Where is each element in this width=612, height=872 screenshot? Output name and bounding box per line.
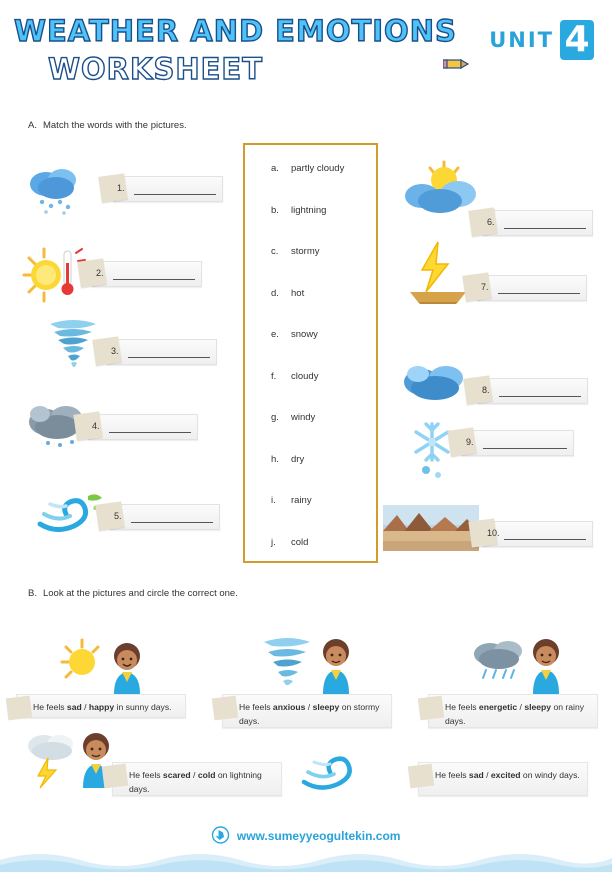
answer-line <box>128 357 210 358</box>
word-bank-list <box>245 145 376 574</box>
section-a-instruction: Match the words with the pictures. <box>42 120 187 131</box>
title-line-1: WEATHER AND EMOTIONS <box>14 14 457 48</box>
tornado-boy-icon <box>258 634 368 696</box>
word-bank-letter: a. <box>271 163 279 174</box>
section-a-letter: A. <box>28 120 37 131</box>
word-bank-word: rainy <box>291 495 312 506</box>
tape-tag <box>6 696 33 721</box>
blue-cloud-icon <box>398 360 472 406</box>
rain-cloud-icon <box>24 160 86 218</box>
answer-number: 1. <box>117 183 125 193</box>
circle-sentence-3[interactable] <box>428 694 598 728</box>
word-bank-item[interactable] <box>245 242 376 284</box>
word-bank-letter: b. <box>271 204 279 216</box>
answer-blank-6[interactable] <box>483 210 593 236</box>
answer-blank-8[interactable] <box>478 378 588 404</box>
word-bank-word: dry <box>291 453 305 465</box>
circle-sentence-5[interactable] <box>418 762 588 796</box>
dry-desert-icon <box>383 505 479 551</box>
word-bank-letter: e. <box>271 329 279 340</box>
answer-number: 2. <box>96 268 104 278</box>
answer-blank-3[interactable] <box>107 339 217 365</box>
circle-sentence-5-text: He feels sad / excited on windy days. <box>435 770 580 780</box>
circle-sentence-4[interactable] <box>112 762 282 796</box>
answer-number: 8. <box>482 385 490 395</box>
word-bank-letter: g. <box>271 412 279 423</box>
word-bank-word: lightning <box>291 204 327 216</box>
tape-tag <box>418 696 445 721</box>
answer-number: 3. <box>111 346 119 356</box>
word-bank-letter: f. <box>271 370 277 382</box>
section-a-heading <box>28 120 187 131</box>
unit-label: UNIT <box>489 28 554 52</box>
word-bank-word: hot <box>291 287 305 299</box>
answer-blank-10[interactable] <box>483 521 593 547</box>
pencil-icon <box>443 54 469 74</box>
section-b-instruction: Look at the pictures and circle the correct one. <box>42 588 238 599</box>
section-b-heading <box>28 588 238 599</box>
answer-number: 4. <box>92 421 100 431</box>
wind-boy-icon <box>300 750 410 800</box>
word-bank-word: partly cloudy <box>291 163 345 174</box>
sun-thermometer-icon <box>18 245 88 307</box>
answer-blank-5[interactable] <box>110 504 220 530</box>
answer-number: 7. <box>481 282 489 292</box>
circle-sentence-2-text: He feels anxious / sleepy on stormy days. <box>239 702 380 726</box>
circle-item-3-image <box>468 634 578 701</box>
circle-sentence-4-text: He feels scared / cold on lightning days. <box>129 770 262 794</box>
footer-url-text: www.sumeyyeogultekin.com <box>236 829 401 843</box>
answer-line <box>483 448 567 449</box>
answer-line <box>504 539 586 540</box>
circle-sentence-1-text: He feels sad / happy in sunny days. <box>33 702 172 712</box>
word-bank-item[interactable] <box>245 408 376 450</box>
sun-boy-icon <box>52 638 162 696</box>
unit-number: 4 <box>560 20 594 60</box>
sun-behind-cloud-icon <box>400 160 486 216</box>
rain-cloud-boy-icon <box>468 634 578 696</box>
word-bank-word: cloudy <box>291 370 319 382</box>
tape-tag <box>212 696 239 721</box>
circle-sentence-3-text: He feels energetic / sleepy on rainy days. <box>445 702 585 726</box>
answer-line <box>498 293 580 294</box>
word-bank-item[interactable] <box>245 533 376 575</box>
tape-tag <box>408 764 435 789</box>
answer-line <box>113 279 195 280</box>
word-bank-item[interactable] <box>245 491 376 533</box>
word-bank-word: stormy <box>291 246 320 257</box>
word-bank-item[interactable] <box>245 325 376 367</box>
section-b-letter: B. <box>28 588 37 599</box>
tape-tag <box>102 764 129 789</box>
title-line-2-text: WORKSHEET <box>48 52 264 86</box>
word-bank-letter: c. <box>271 246 279 257</box>
circle-sentence-2[interactable] <box>222 694 392 728</box>
answer-blank-2[interactable] <box>92 261 202 287</box>
answer-line <box>109 432 191 433</box>
circle-item-5-image <box>300 750 410 805</box>
title-line-2 <box>48 52 457 86</box>
word-bank-item[interactable] <box>245 159 376 201</box>
answer-blank-4[interactable] <box>88 414 198 440</box>
answer-number: 10. <box>487 528 500 538</box>
footer-link[interactable] <box>212 826 401 844</box>
answer-blank-1[interactable] <box>113 176 223 202</box>
word-bank-item[interactable] <box>245 201 376 243</box>
word-bank-word: cold <box>291 536 309 548</box>
section-b-panel <box>0 620 612 820</box>
answer-line <box>131 522 213 523</box>
answer-line <box>499 396 581 397</box>
word-bank-letter: h. <box>271 453 279 465</box>
circle-item-2-image <box>258 634 368 701</box>
answer-blank-9[interactable] <box>462 430 574 456</box>
answer-number: 9. <box>466 437 474 447</box>
answer-number: 5. <box>114 511 122 521</box>
circle-sentence-1[interactable] <box>16 694 186 718</box>
answer-line <box>134 194 216 195</box>
page-header <box>0 0 612 100</box>
circle-item-1-image <box>52 638 162 701</box>
worksheet-title <box>14 14 457 86</box>
answer-blank-7[interactable] <box>477 275 587 301</box>
word-bank-item[interactable] <box>245 367 376 409</box>
answer-line <box>504 228 586 229</box>
word-bank-word: snowy <box>291 329 318 340</box>
word-bank-word: windy <box>291 412 316 423</box>
footer-wave-decoration <box>0 846 612 872</box>
word-bank <box>243 143 378 563</box>
answer-number: 6. <box>487 217 495 227</box>
word-bank-item[interactable] <box>245 284 376 326</box>
word-bank-letter: i. <box>271 495 276 506</box>
touch-pointer-icon <box>212 826 230 844</box>
word-bank-item[interactable] <box>245 450 376 492</box>
unit-badge <box>489 20 594 60</box>
word-bank-letter: d. <box>271 287 279 299</box>
page-footer <box>0 820 612 872</box>
word-bank-letter: j. <box>271 536 276 548</box>
